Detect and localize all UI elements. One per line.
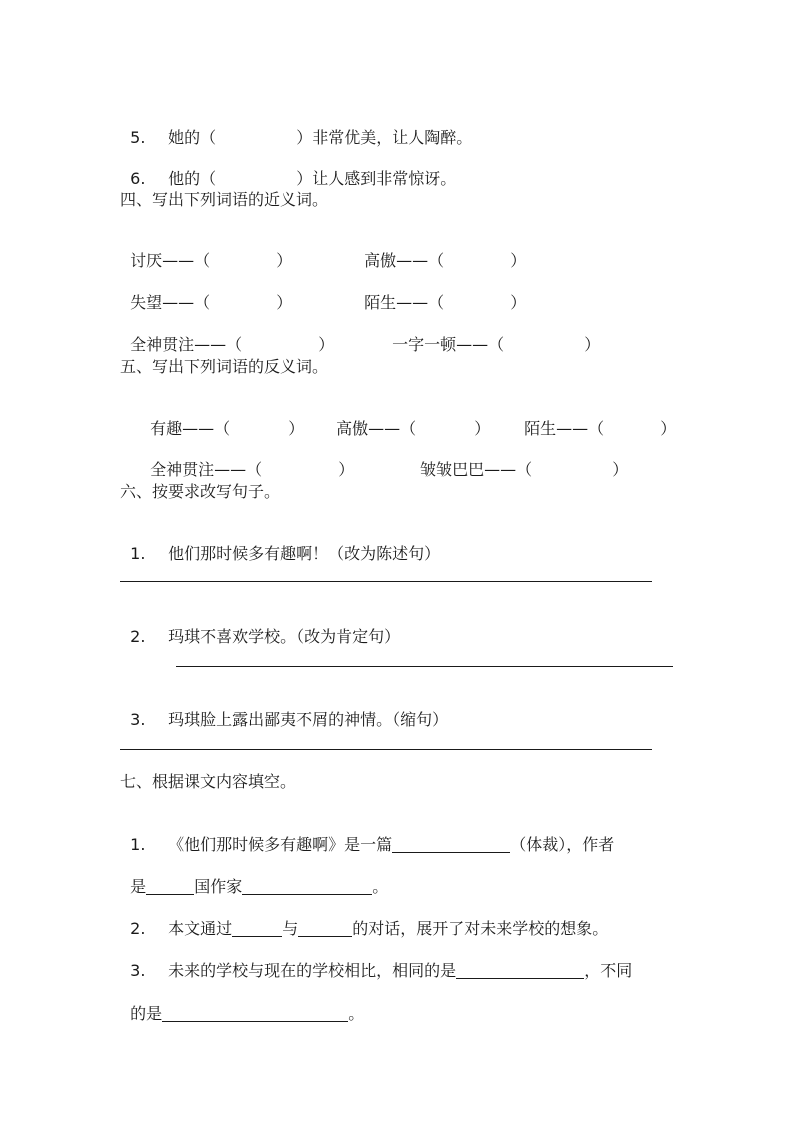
item-word: 陌生——（: [524, 419, 605, 438]
item-word: 皱皱巴巴——（: [420, 460, 533, 479]
item-paren: ）: [338, 460, 355, 479]
question-text: 《他们那时候多有趣啊》是一篇: [168, 835, 393, 854]
question-5: [120, 108, 472, 148]
question-text: 是: [130, 877, 147, 896]
fill-question-2: [120, 899, 608, 939]
item-paren: ）: [276, 251, 293, 270]
item-paren: ）: [474, 419, 491, 438]
rewrite-item-1: [120, 524, 440, 564]
answer-line[interactable]: [120, 581, 652, 582]
rewrite-item-3: [120, 690, 448, 730]
fill-question-3-cont: [120, 984, 364, 1024]
fill-blank[interactable]: [242, 878, 372, 895]
item-paren: ）: [318, 335, 335, 354]
question-text: ）非常优美，让人陶醉。: [296, 128, 473, 147]
rewrite-item-2: [120, 607, 400, 647]
question-text: 本文通过: [168, 919, 233, 938]
item-paren: ）: [510, 251, 527, 270]
fill-blank[interactable]: [232, 920, 282, 937]
item-word: 陌生——（: [364, 293, 445, 312]
question-text: 未来的学校与现在的学校相比，相同的是: [168, 961, 457, 980]
fill-question-1: [120, 815, 614, 855]
question-text: 他们那时候多有趣啊！（改为陈述句）: [168, 544, 441, 563]
item-paren: ）: [660, 419, 677, 438]
section-6-heading: 六、按要求改写句子。: [120, 482, 281, 501]
item-word: 全神贯注——（: [130, 335, 243, 354]
question-number: 3.: [130, 710, 146, 729]
question-text: 。: [372, 877, 389, 896]
antonym-item: [140, 440, 354, 480]
fill-blank[interactable]: [392, 836, 510, 853]
question-text: 她的（: [168, 128, 217, 147]
item-paren: ）: [288, 419, 305, 438]
synonym-item: [120, 273, 292, 313]
question-number: 2.: [130, 627, 146, 646]
fill-blank[interactable]: [298, 920, 352, 937]
item-word: 有趣——（: [150, 419, 231, 438]
question-text: （体裁），作者: [510, 835, 615, 854]
item-paren: ）: [510, 293, 527, 312]
item-paren: ）: [276, 293, 293, 312]
question-number: 1.: [130, 835, 146, 854]
item-word: 失望——（: [130, 293, 211, 312]
item-word: 高傲——（: [364, 251, 445, 270]
question-number: 6.: [130, 169, 146, 188]
question-text: 他的（: [168, 169, 217, 188]
section-5-heading: 五、写出下列词语的反义词。: [120, 357, 329, 376]
question-text: ）让人感到非常惊讶。: [296, 169, 457, 188]
question-text: ，不同: [584, 961, 633, 980]
synonym-item: [354, 273, 526, 313]
synonym-item: [120, 231, 292, 271]
item-word: 全神贯注——（: [150, 460, 263, 479]
question-text: 玛琪不喜欢学校。（改为肯定句）: [168, 627, 401, 646]
answer-line[interactable]: [176, 666, 673, 667]
fill-question-1-cont: [120, 857, 388, 897]
question-text: 的是: [130, 1004, 163, 1023]
question-6: [120, 149, 456, 189]
question-number: 2.: [130, 919, 146, 938]
section-7-heading: 七、根据课文内容填空。: [120, 772, 297, 791]
antonym-item: [410, 440, 628, 480]
synonym-item: [354, 231, 526, 271]
item-word: 高傲——（: [336, 419, 417, 438]
antonym-item: [514, 399, 676, 439]
item-word: 讨厌——（: [130, 251, 211, 270]
item-word: 一字一顿——（: [392, 335, 505, 354]
antonym-item: [140, 399, 304, 439]
item-paren: ）: [584, 335, 601, 354]
question-number: 5.: [130, 128, 146, 147]
question-number: 1.: [130, 544, 146, 563]
question-text: 的对话，展开了对未来学校的想象。: [352, 919, 609, 938]
section-4-heading: 四、写出下列词语的近义词。: [120, 190, 329, 209]
answer-line[interactable]: [120, 749, 652, 750]
fill-blank[interactable]: [456, 962, 584, 979]
fill-blank[interactable]: [146, 878, 194, 895]
synonym-item: [120, 315, 334, 355]
question-text: 国作家: [194, 877, 243, 896]
question-number: 3.: [130, 961, 146, 980]
fill-blank[interactable]: [162, 1005, 348, 1022]
antonym-item: [326, 399, 490, 439]
question-text: 玛琪脸上露出鄙夷不屑的神情。（缩句）: [168, 710, 449, 729]
question-text: 。: [348, 1004, 365, 1023]
item-paren: ）: [612, 460, 629, 479]
fill-question-3: [120, 941, 632, 981]
synonym-item: [382, 315, 600, 355]
question-text: 与: [282, 919, 299, 938]
